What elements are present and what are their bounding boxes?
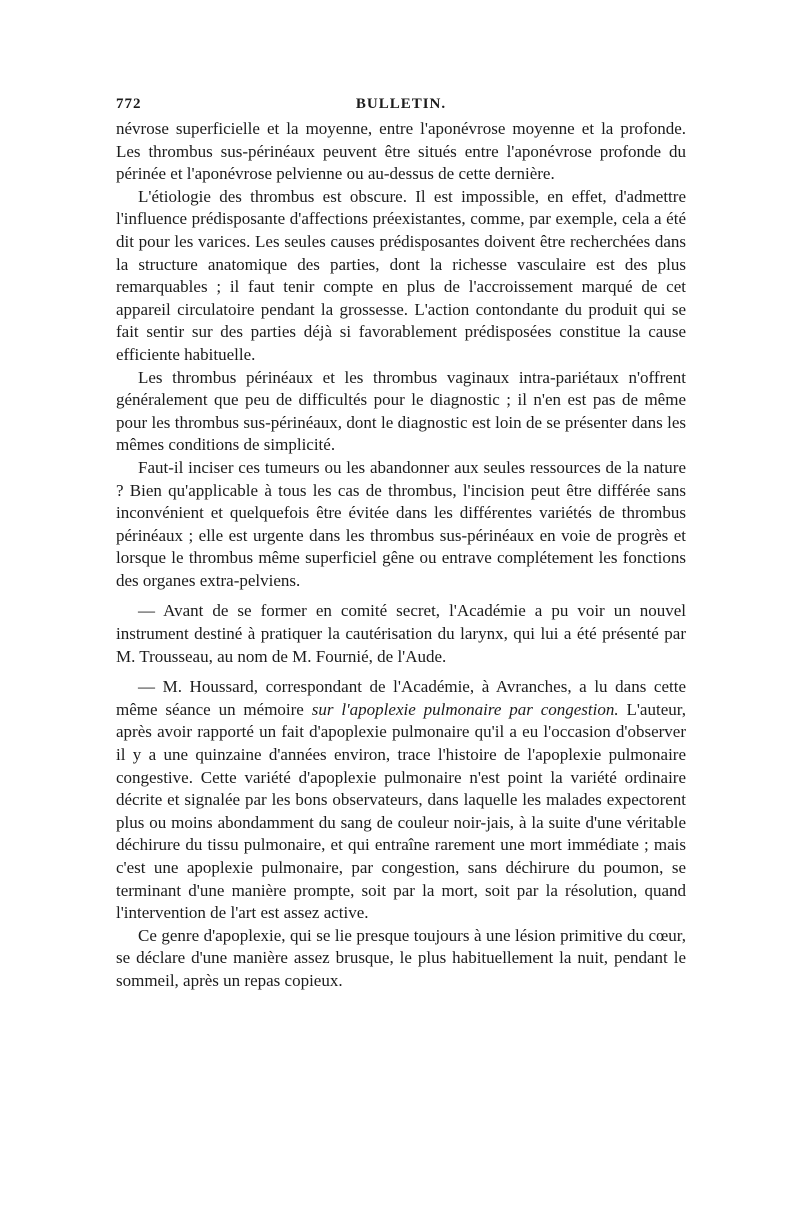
- book-page: [116, 92, 686, 993]
- paragraph-apoplexy-onset: Ce genre d'apoplexie, qui se lie presque toujours à une lésion primitive du cœur, se déclare d'une manière assez brusque, le plus habituellement la nuit, pendant le sommeil, après un repas copieux.: [116, 925, 686, 990]
- paragraph-etiology: L'étiologie des thrombus est obscure. Il est impossible, en effet, d'admettre l'influence prédisposante d'affections préexistantes, comme, par exemple, cela a été dit pour les varices. Les seules causes prédisposantes doivent être recherchées dans la structure anatomique des parties, dont la richesse vasculaire est des plus remarquables ; il faut tenir compte en plus de l'accroissement marqué de cet appareil circulatoire pendant la grossesse. L'action contondante du produit qui se fait sentir sur des parties déjà si favorablement prédisposées constitue la cause efficiente habituelle.: [116, 186, 686, 364]
- memoir-title: sur l'apoplexie pulmonaire par congestion.: [311, 699, 619, 719]
- page-header: [116, 92, 686, 118]
- memoir-intro-text: — M. Houssard, correspondant de l'Académie, à Avranches, a lu dans cette même séance un mémoire: [116, 677, 686, 719]
- paragraph-larynx-instrument: — Avant de se former en comité secret, l'Académie a pu voir un nouvel instrument destiné à pratiquer la cautérisation du larynx, qui lui a été présenté par M. Trousseau, au nom de M. Fournié, de l'Aude.: [116, 601, 686, 666]
- memoir-body-text: L'auteur, après avoir rapporté un fait d'apoplexie pulmonaire qu'il a eu l'occasion d'observer il y a une quinzaine d'années environ, trace l'histoire de l'apoplexie pulmonaire congestive. Cette variété d'apoplexie pulmonaire n'est point la variété ordinaire décrite et signalée par les bons observateurs, dans laquelle les malades expectorent plus ou moins abondamment du sang de couleur noir-jais, à la suite d'une véritable déchirure du tissu pulmonaire, et qui entraîne rarement une mort immédiate ; mais c'est une apoplexie pulmonaire, par congestion, sans déchirure du poumon, se terminant d'une manière prompte, soit par la mort, soit par la résolution, quand l'intervention de l'art est assez active.: [116, 699, 686, 923]
- running-title: BULLETIN.: [355, 96, 447, 112]
- paragraph-thrombus-locations: névrose superficielle et la moyenne, entre l'aponévrose moyenne et la profonde. Les thrombus sus-périnéaux peuvent être situés entre l'aponévrose profonde du périnée et l'aponévrose pelvienne ou au-dessus de cette dernière.: [116, 119, 686, 184]
- page-number: 772: [116, 96, 142, 112]
- paragraph-incision: Faut-il inciser ces tumeurs ou les abandonner aux seules ressources de la nature ? Bien qu'applicable à tous les cas de thrombus, l'incision peut être différée sans inconvénient et quelquefois être évitée dans les différentes variétés de thrombus périnéaux ; elle est urgente dans les thrombus sus-périnéaux en voie de progrès et lorsque le thrombus même superficiel gêne ou entrave complétement les fonctions des organes extra-pelviens.: [116, 457, 686, 590]
- paragraph-houssard-memoir: [116, 676, 686, 925]
- paragraph-diagnosis: Les thrombus périnéaux et les thrombus vaginaux intra-pariétaux n'offrent généralement que peu de difficultés pour le diagnostic ; il n'en est pas de même pour les thrombus sus-périnéaux, dont le diagnostic est loin de se présenter dans les mêmes conditions de simplicité.: [116, 367, 686, 455]
